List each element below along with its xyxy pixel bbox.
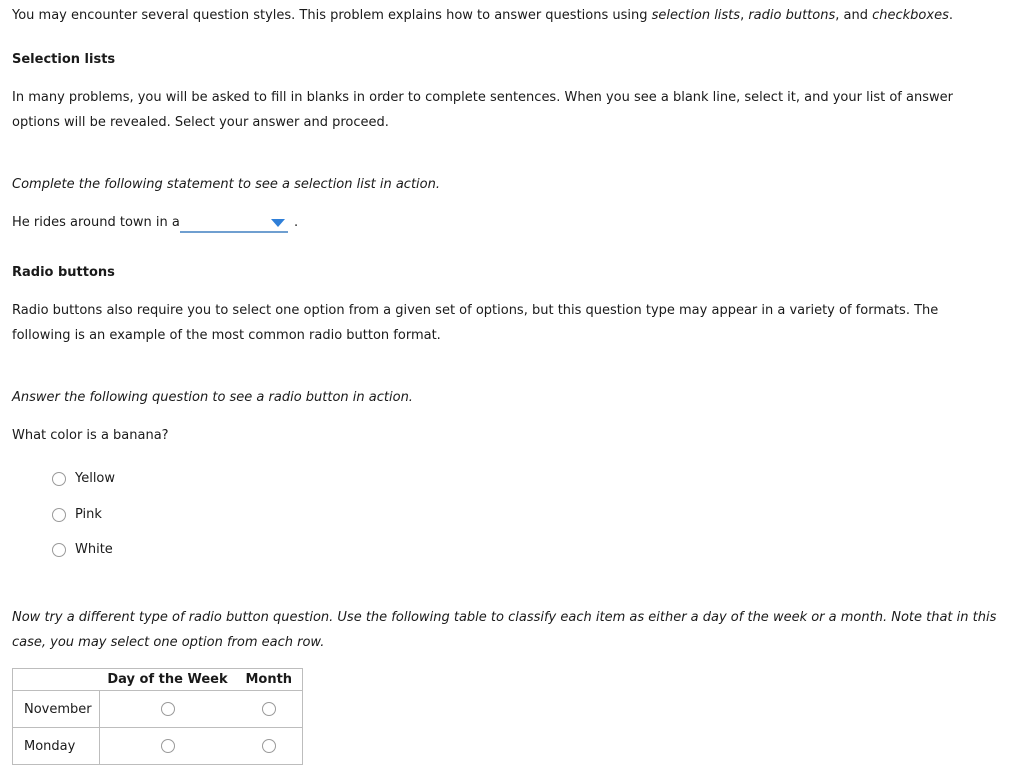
radio-option-label: White: [75, 542, 113, 557]
radio-month-november[interactable]: [262, 702, 276, 716]
table-header-row: [13, 669, 303, 691]
radio-day-of-week-monday[interactable]: [161, 739, 175, 753]
selection-lists-paragraph: [12, 85, 953, 135]
table-instruction: [12, 605, 996, 655]
classification-table: [12, 668, 303, 765]
intro-term-selection-lists: selection lists: [651, 8, 741, 23]
intro-sep-2: , and: [835, 8, 873, 23]
table-cell-month: [236, 728, 303, 765]
radio-day-of-week-november[interactable]: [161, 702, 175, 716]
dropdown-caret-icon: [271, 219, 285, 227]
radio-buttons-heading: Radio buttons: [12, 265, 115, 280]
table-row-label: November: [13, 691, 100, 728]
selection-sentence-prefix: He rides around town in a: [12, 215, 180, 230]
table-cell-day: [100, 728, 236, 765]
radio-button-icon[interactable]: [52, 543, 66, 557]
selection-list-dropdown[interactable]: [180, 212, 288, 233]
table-header-day-of-week: Day of the Week: [100, 669, 236, 691]
selection-sentence-suffix: .: [294, 215, 299, 230]
table-header-month: Month: [236, 669, 303, 691]
radio-instruction: Answer the following question to see a radio button in action.: [12, 390, 413, 405]
intro-text-before: You may encounter several question styles. This problem explains how to answer questions using: [12, 8, 652, 23]
intro-text: [12, 8, 953, 23]
table-instruction-line-2: case, you may select one option from each row.: [12, 635, 325, 650]
radio-button-icon[interactable]: [52, 508, 66, 522]
radio-paragraph-line-2: following is an example of the most common radio button format.: [12, 328, 441, 343]
radio-option-label: Pink: [75, 507, 102, 522]
table-row: [13, 691, 303, 728]
intro-term-radio-buttons: radio buttons: [748, 8, 836, 23]
selection-lists-heading: Selection lists: [12, 52, 116, 67]
selection-instruction: Complete the following statement to see a selection list in action.: [12, 177, 440, 192]
table-cell-month: [236, 691, 303, 728]
radio-buttons-paragraph: [12, 298, 938, 348]
radio-option-label: Yellow: [75, 471, 116, 486]
table-row: [13, 728, 303, 765]
intro-term-checkboxes: checkboxes: [872, 8, 949, 23]
radio-question: What color is a banana?: [12, 428, 169, 443]
table-header-empty: [13, 669, 100, 691]
table-instruction-line-1: Now try a different type of radio button question. Use the following table to classify each item as either a day of the week or a month. Note that in this: [12, 610, 997, 625]
selection-paragraph-line-1: In many problems, you will be asked to fill in blanks in order to complete sentences. When you see a blank line, select it, and your list of answer: [12, 90, 953, 105]
intro-sep-1: ,: [740, 8, 749, 23]
selection-paragraph-line-2: options will be revealed. Select your answer and proceed.: [12, 115, 389, 130]
radio-button-icon[interactable]: [52, 472, 66, 486]
table-row-label: Monday: [13, 728, 100, 765]
table-cell-day: [100, 691, 236, 728]
radio-month-monday[interactable]: [262, 739, 276, 753]
radio-paragraph-line-1: Radio buttons also require you to select one option from a given set of options, but this question type may appear in a variety of formats. The: [12, 303, 939, 318]
intro-end: .: [948, 8, 953, 23]
